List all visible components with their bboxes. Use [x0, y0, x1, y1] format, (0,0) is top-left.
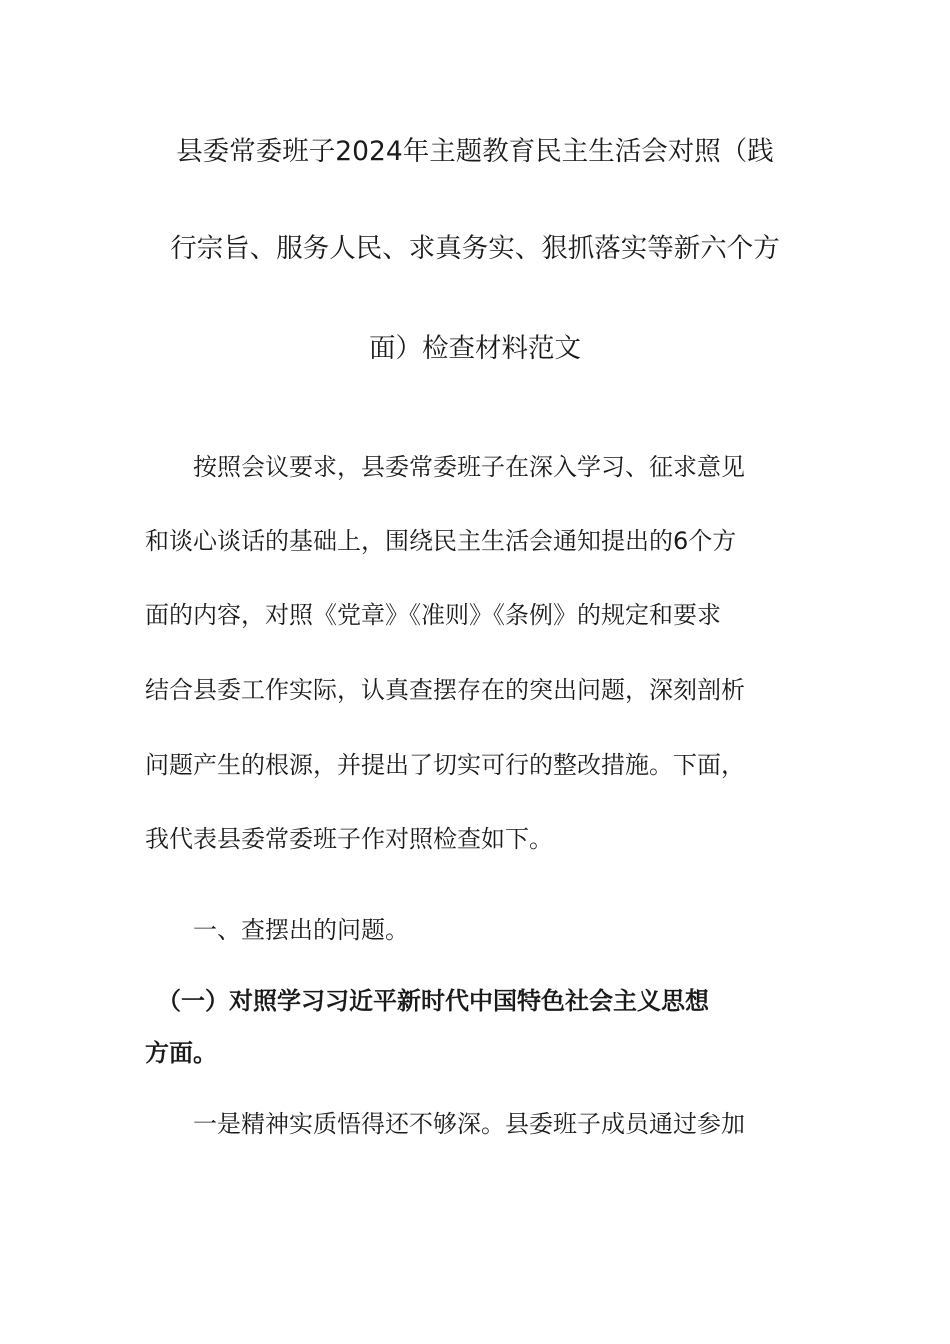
subsection-heading-line-1: （一）对照学习习近平新时代中国特色社会主义思想 — [145, 987, 709, 1015]
intro-paragraph-line-5: 问题产生的根源，并提出了切实可行的整改措施。下面， — [145, 751, 745, 779]
section-heading: 一、查摆出的问题。 — [145, 916, 409, 944]
document-title-line-3: 面）检查材料范文 — [369, 333, 581, 364]
subsection-heading-line-2: 方面。 — [145, 1039, 217, 1067]
document-title-line-2: 行宗旨、服务人民、求真务实、狠抓落实等新六个方 — [170, 233, 780, 264]
intro-paragraph-line-3: 面的内容，对照《党章》《准则》《条例》的规定和要求 — [145, 601, 721, 629]
intro-paragraph-line-1: 按照会议要求，县委常委班子在深入学习、征求意见 — [145, 453, 745, 481]
intro-paragraph-line-6: 我代表县委常委班子作对照检查如下。 — [145, 825, 553, 853]
intro-paragraph-line-4: 结合县委工作实际，认真查摆存在的突出问题，深刻剖析 — [145, 676, 745, 704]
intro-paragraph-line-2: 和谈心谈话的基础上，围绕民主生活会通知提出的6个方 — [145, 527, 737, 555]
body-paragraph-line-1: 一是精神实质悟得还不够深。县委班子成员通过参加 — [145, 1110, 745, 1138]
document-title-line-1: 县委常委班子2024年主题教育民主生活会对照（践 — [176, 136, 774, 167]
